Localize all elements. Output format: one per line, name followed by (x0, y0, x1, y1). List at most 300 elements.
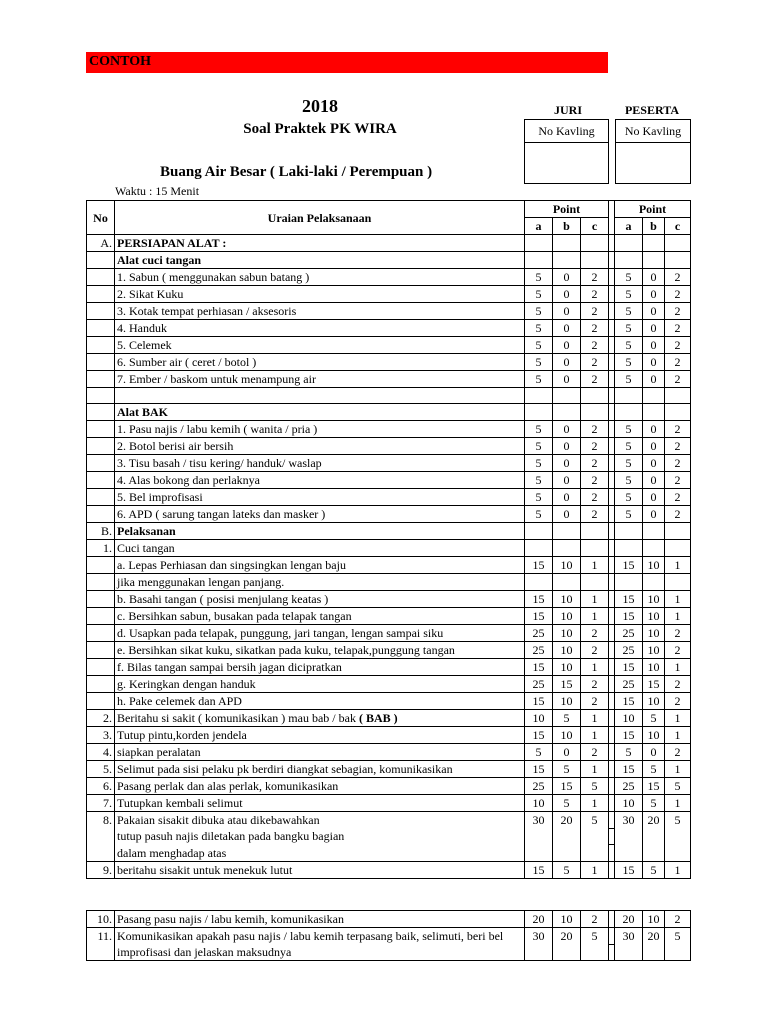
peserta-point-c: 1 (665, 795, 691, 812)
juri-point-a: 5 (525, 506, 553, 523)
juri-point-b: 5 (553, 861, 581, 878)
peserta-point-b (643, 252, 665, 269)
juri-point-a: 5 (525, 320, 553, 337)
row-number (87, 269, 115, 286)
juri-point-b: 15 (553, 676, 581, 693)
peserta-point-b: 0 (643, 269, 665, 286)
row-description (115, 812, 525, 829)
juri-kavling-label: No Kavling (525, 120, 608, 143)
assessment-table-continued (86, 910, 691, 961)
table-row (87, 642, 691, 659)
peserta-point-c: 2 (665, 472, 691, 489)
juri-point-b: 0 (553, 489, 581, 506)
peserta-point-c: 2 (665, 371, 691, 388)
row-description-text: 4. Handuk (117, 321, 167, 335)
row-number (87, 337, 115, 354)
peserta-point-a (615, 944, 643, 961)
row-description-text: Beritahu si sakit ( komunikasikan ) mau bab / bak (117, 711, 359, 726)
juri-point-a: 5 (525, 472, 553, 489)
juri-point-c: 2 (581, 676, 609, 693)
peserta-label: PESERTA (624, 103, 680, 117)
peserta-point-a: 5 (615, 489, 643, 506)
juri-point-a: 5 (525, 269, 553, 286)
peserta-point-c: 2 (665, 337, 691, 354)
peserta-point-a: 25 (615, 778, 643, 795)
juri-point-c (581, 944, 609, 961)
peserta-point-b: 10 (643, 557, 665, 574)
juri-point-c: 5 (581, 778, 609, 795)
row-number: 7. (87, 795, 115, 812)
row-description (115, 269, 525, 286)
juri-point-b: 0 (553, 337, 581, 354)
row-number (87, 574, 115, 591)
juri-point-b: 10 (553, 608, 581, 625)
juri-point-c: 2 (581, 693, 609, 710)
row-description (115, 659, 525, 676)
row-description (115, 404, 525, 421)
table-row (87, 489, 691, 506)
juri-point-a: 5 (525, 744, 553, 761)
juri-point-a (525, 235, 553, 252)
row-description-text: 4. Alas bokong dan perlaknya (117, 473, 260, 488)
juri-kavling-box (524, 119, 609, 184)
juri-point-c (581, 540, 609, 557)
juri-point-a (525, 828, 553, 844)
table-row (87, 371, 691, 388)
row-description-text: 1. Sabun ( menggunakan sabun batang ) (117, 270, 310, 284)
juri-label: JURI (553, 103, 582, 117)
peserta-point-b: 5 (643, 861, 665, 878)
peserta-point-b: 10 (643, 659, 665, 676)
peserta-point-b: 0 (643, 337, 665, 354)
row-number (87, 354, 115, 371)
juri-point-b: 0 (553, 455, 581, 472)
juri-point-a: 10 (525, 795, 553, 812)
peserta-point-b: 20 (643, 928, 665, 945)
table-row (87, 269, 691, 286)
row-description (115, 540, 525, 557)
peserta-point-a: 5 (615, 269, 643, 286)
row-number (87, 642, 115, 659)
juri-point-c (581, 574, 609, 591)
table-row (87, 761, 691, 778)
juri-point-a (525, 252, 553, 269)
juri-point-b: 0 (553, 438, 581, 455)
juri-point-b: 10 (553, 693, 581, 710)
row-description (115, 676, 525, 693)
row-number (87, 591, 115, 608)
table-row (87, 540, 691, 557)
juri-point-a: 30 (525, 928, 553, 945)
juri-point-b (553, 574, 581, 591)
row-description-text: dalam menghadap atas (117, 845, 227, 860)
juri-point-b (553, 523, 581, 540)
juri-point-c: 1 (581, 659, 609, 676)
row-description (115, 693, 525, 710)
peserta-point-a: 15 (615, 659, 643, 676)
peserta-point-b: 10 (643, 911, 665, 928)
peserta-point-c (665, 540, 691, 557)
header-peserta-b: b (643, 218, 665, 235)
peserta-point-a: 5 (615, 438, 643, 455)
juri-point-b (553, 252, 581, 269)
table-row (87, 795, 691, 812)
row-description (115, 574, 525, 591)
juri-point-c (581, 828, 609, 844)
juri-point-c: 2 (581, 421, 609, 438)
row-number: 11. (87, 928, 115, 945)
peserta-point-b: 0 (643, 303, 665, 320)
juri-point-c: 2 (581, 455, 609, 472)
table-row (87, 388, 691, 404)
peserta-point-a: 15 (615, 591, 643, 608)
juri-point-b: 0 (553, 303, 581, 320)
row-description (115, 828, 525, 844)
table-row (87, 845, 691, 862)
table-row (87, 676, 691, 693)
row-description-text: 6. APD ( sarung tangan lateks dan masker ) (117, 507, 326, 522)
table-row (87, 421, 691, 438)
peserta-point-b: 0 (643, 354, 665, 371)
banner-text: CONTOH (89, 54, 151, 69)
row-description (115, 506, 525, 523)
juri-point-b: 0 (553, 421, 581, 438)
row-description-text: tutup pasuh najis diletakan pada bangku bagian (117, 829, 345, 844)
juri-point-b (553, 828, 581, 844)
row-number (87, 625, 115, 642)
juri-point-b: 5 (553, 795, 581, 812)
row-description-text: h. Pake celemek dan APD (117, 694, 242, 709)
row-number: 3. (87, 727, 115, 744)
table-row (87, 744, 691, 761)
juri-point-b: 0 (553, 506, 581, 523)
juri-point-b (553, 404, 581, 421)
juri-point-a: 15 (525, 693, 553, 710)
peserta-point-c: 2 (665, 303, 691, 320)
peserta-point-c: 5 (665, 778, 691, 795)
table-row (87, 438, 691, 455)
juri-point-b (553, 540, 581, 557)
row-description (115, 845, 525, 862)
juri-point-a: 5 (525, 438, 553, 455)
juri-point-c: 2 (581, 506, 609, 523)
row-description (115, 320, 525, 337)
juri-point-c: 2 (581, 489, 609, 506)
header-no: No (87, 201, 115, 235)
juri-point-b: 5 (553, 761, 581, 778)
row-number (87, 944, 115, 961)
juri-point-c: 2 (581, 642, 609, 659)
row-number (87, 455, 115, 472)
row-description (115, 337, 525, 354)
row-description-text: Tutup pintu,korden jendela (117, 728, 247, 743)
document-year: 2018 (302, 96, 338, 116)
row-description-text: 3. Kotak tempat perhiasan / aksesoris (117, 304, 297, 318)
juri-point-b: 10 (553, 727, 581, 744)
table-row (87, 557, 691, 574)
header-juri-b: b (553, 218, 581, 235)
juri-point-b: 10 (553, 557, 581, 574)
row-number: 1. (87, 540, 115, 557)
juri-point-a: 5 (525, 354, 553, 371)
peserta-point-c (665, 404, 691, 421)
juri-point-b: 10 (553, 625, 581, 642)
juri-point-a: 15 (525, 591, 553, 608)
juri-point-c (581, 252, 609, 269)
row-description-text: Pasang perlak dan alas perlak, komunikasikan (117, 779, 339, 794)
juri-point-c: 1 (581, 795, 609, 812)
peserta-point-c: 1 (665, 608, 691, 625)
header-juri-point: Point (525, 201, 609, 218)
peserta-point-b: 0 (643, 438, 665, 455)
row-description-text: jika menggunakan lengan panjang. (117, 575, 285, 590)
juri-point-c: 2 (581, 337, 609, 354)
juri-point-a: 15 (525, 761, 553, 778)
peserta-point-a: 5 (615, 506, 643, 523)
juri-point-a: 5 (525, 337, 553, 354)
peserta-point-b: 10 (643, 625, 665, 642)
peserta-point-b: 0 (643, 506, 665, 523)
row-description-text: siapkan peralatan (117, 745, 201, 760)
row-description (115, 727, 525, 744)
row-number (87, 388, 115, 404)
juri-point-c: 2 (581, 744, 609, 761)
peserta-point-c: 5 (665, 812, 691, 829)
peserta-point-a: 5 (615, 472, 643, 489)
juri-point-a: 25 (525, 778, 553, 795)
juri-point-a: 5 (525, 303, 553, 320)
peserta-point-c: 2 (665, 320, 691, 337)
peserta-kavling-label: No Kavling (616, 120, 690, 143)
peserta-point-b: 10 (643, 591, 665, 608)
row-description (115, 354, 525, 371)
juri-point-c: 2 (581, 320, 609, 337)
peserta-point-b: 0 (643, 320, 665, 337)
peserta-point-b: 10 (643, 727, 665, 744)
row-description (115, 388, 525, 404)
peserta-point-c: 2 (665, 625, 691, 642)
peserta-point-a (615, 388, 643, 404)
juri-point-c (581, 388, 609, 404)
table-row (87, 252, 691, 269)
peserta-point-b (643, 944, 665, 961)
juri-point-a (525, 523, 553, 540)
peserta-point-a: 10 (615, 710, 643, 727)
row-description (115, 489, 525, 506)
row-description-text: d. Usapkan pada telapak, punggung, jari tangan, lengan sampai siku (117, 626, 444, 641)
juri-point-b: 0 (553, 320, 581, 337)
peserta-point-b: 0 (643, 472, 665, 489)
row-description-text: 5. Celemek (117, 338, 172, 352)
peserta-point-b (643, 388, 665, 404)
juri-point-b (553, 944, 581, 961)
document-subtitle: Soal Praktek PK WIRA (243, 121, 397, 137)
peserta-point-a: 5 (615, 744, 643, 761)
row-number (87, 608, 115, 625)
peserta-point-a: 15 (615, 727, 643, 744)
peserta-point-b (643, 235, 665, 252)
juri-point-c: 5 (581, 928, 609, 945)
table-row (87, 944, 691, 961)
juri-point-c: 1 (581, 710, 609, 727)
peserta-point-b (643, 574, 665, 591)
juri-point-c: 1 (581, 608, 609, 625)
juri-point-a: 5 (525, 371, 553, 388)
juri-point-a: 5 (525, 421, 553, 438)
peserta-point-c: 1 (665, 710, 691, 727)
row-description-text: 3. Tisu basah / tisu kering/ handuk/ waslap (117, 456, 322, 471)
row-number (87, 438, 115, 455)
table-row (87, 235, 691, 252)
juri-point-a: 25 (525, 625, 553, 642)
row-description (115, 421, 525, 438)
juri-point-c: 1 (581, 591, 609, 608)
row-description (115, 710, 525, 727)
peserta-point-b: 5 (643, 795, 665, 812)
juri-point-a: 5 (525, 286, 553, 303)
header-peserta-a: a (615, 218, 643, 235)
juri-point-c: 2 (581, 269, 609, 286)
juri-point-a: 15 (525, 727, 553, 744)
row-description (115, 744, 525, 761)
juri-point-c: 1 (581, 861, 609, 878)
peserta-point-c (665, 845, 691, 862)
juri-point-a: 15 (525, 659, 553, 676)
row-number (87, 659, 115, 676)
row-number: 2. (87, 710, 115, 727)
juri-point-c (581, 235, 609, 252)
header-peserta-point: Point (615, 201, 691, 218)
juri-point-a (525, 540, 553, 557)
row-description-text: Tutupkan kembali selimut (117, 796, 243, 811)
juri-point-b: 0 (553, 744, 581, 761)
peserta-point-a (615, 845, 643, 862)
juri-point-c: 2 (581, 625, 609, 642)
table-row (87, 812, 691, 829)
row-description-text: Pasang pasu najis / labu kemih, komunikasikan (117, 912, 344, 926)
row-description-text: beritahu sisakit untuk menekuk lutut (117, 862, 293, 877)
table-row (87, 828, 691, 844)
peserta-point-c: 2 (665, 286, 691, 303)
peserta-point-b: 15 (643, 676, 665, 693)
table-row (87, 911, 691, 928)
peserta-point-c: 2 (665, 506, 691, 523)
juri-point-a (525, 845, 553, 862)
peserta-point-a: 25 (615, 625, 643, 642)
table-row (87, 354, 691, 371)
peserta-point-c: 1 (665, 659, 691, 676)
peserta-point-a: 25 (615, 642, 643, 659)
header-juri-a: a (525, 218, 553, 235)
row-description-text: b. Basahi tangan ( posisi menjulang keatas ) (117, 592, 329, 607)
row-number (87, 371, 115, 388)
juri-point-a: 25 (525, 642, 553, 659)
peserta-point-b (643, 540, 665, 557)
row-description-text: Pelaksanan (117, 524, 176, 539)
row-number: 10. (87, 911, 115, 928)
contoh-banner (86, 52, 608, 73)
peserta-point-b: 10 (643, 693, 665, 710)
table-row (87, 337, 691, 354)
table-row (87, 506, 691, 523)
peserta-point-b: 0 (643, 286, 665, 303)
juri-point-b: 0 (553, 472, 581, 489)
juri-point-c (581, 845, 609, 862)
peserta-point-c (665, 388, 691, 404)
row-description-text: f. Bilas tangan sampai bersih jagan dicipratkan (117, 660, 342, 675)
row-description-text: improfisasi dan jelaskan maksudnya (117, 945, 292, 959)
peserta-point-b (643, 404, 665, 421)
table-row (87, 472, 691, 489)
juri-point-b: 20 (553, 928, 581, 945)
juri-point-c (581, 523, 609, 540)
peserta-point-a: 25 (615, 676, 643, 693)
peserta-point-c (665, 944, 691, 961)
row-description-text: Komunikasikan apakah pasu najis / labu kemih terpasang baik, selimuti, beri bel (117, 929, 504, 943)
row-number: A. (87, 235, 115, 252)
peserta-point-b: 0 (643, 371, 665, 388)
table-row (87, 455, 691, 472)
peserta-point-a (615, 404, 643, 421)
peserta-point-c: 1 (665, 557, 691, 574)
peserta-point-a (615, 235, 643, 252)
peserta-point-a: 30 (615, 928, 643, 945)
row-description-text: g. Keringkan dengan handuk (117, 677, 256, 692)
juri-point-b (553, 845, 581, 862)
table-row (87, 303, 691, 320)
peserta-point-a: 20 (615, 911, 643, 928)
row-number (87, 557, 115, 574)
peserta-point-b: 0 (643, 744, 665, 761)
table-row (87, 286, 691, 303)
row-description-text: Cuci tangan (117, 541, 175, 556)
row-number: 8. (87, 812, 115, 829)
juri-point-a (525, 944, 553, 961)
peserta-point-b: 10 (643, 642, 665, 659)
peserta-point-a: 5 (615, 421, 643, 438)
row-description (115, 778, 525, 795)
table-row (87, 523, 691, 540)
peserta-point-c (665, 828, 691, 844)
juri-point-a: 15 (525, 861, 553, 878)
peserta-point-c: 2 (665, 438, 691, 455)
juri-point-b: 10 (553, 911, 581, 928)
juri-point-b: 0 (553, 371, 581, 388)
peserta-point-c: 2 (665, 455, 691, 472)
table-header-row (87, 201, 691, 218)
juri-point-b: 15 (553, 778, 581, 795)
peserta-point-a (615, 574, 643, 591)
juri-point-c: 1 (581, 761, 609, 778)
table-row (87, 693, 691, 710)
peserta-point-b: 5 (643, 761, 665, 778)
peserta-point-c: 2 (665, 911, 691, 928)
peserta-point-a: 15 (615, 693, 643, 710)
table-row (87, 727, 691, 744)
table-row (87, 320, 691, 337)
row-number (87, 404, 115, 421)
row-description-text: Alat cuci tangan (117, 253, 201, 267)
peserta-point-c (665, 523, 691, 540)
peserta-point-c: 2 (665, 489, 691, 506)
row-description (115, 235, 525, 252)
juri-point-a: 30 (525, 812, 553, 829)
peserta-point-c: 2 (665, 642, 691, 659)
juri-point-c: 1 (581, 557, 609, 574)
row-number (87, 286, 115, 303)
juri-point-b (553, 388, 581, 404)
peserta-point-a: 5 (615, 320, 643, 337)
